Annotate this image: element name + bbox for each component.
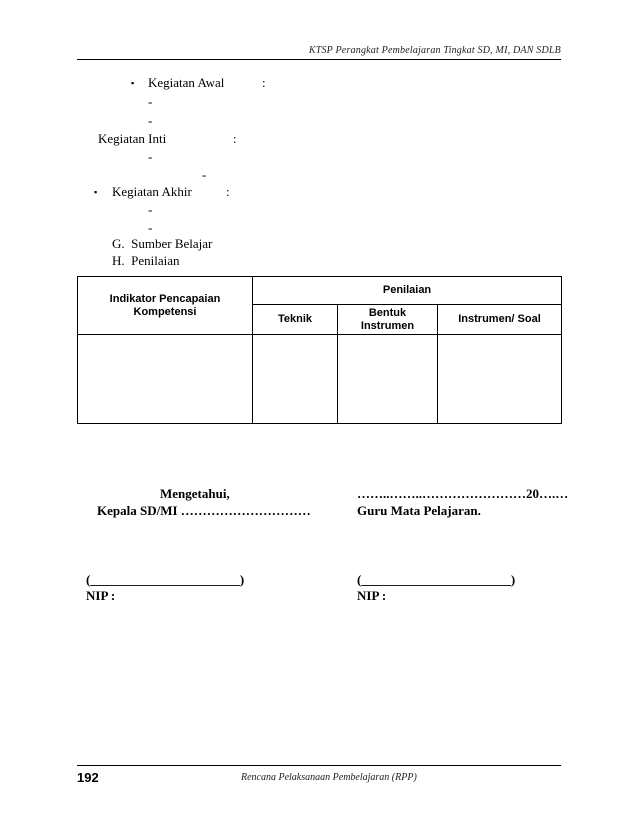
- kegiatan-inti-item: -: [202, 167, 207, 182]
- bentuk-instrumen-header: [338, 305, 438, 335]
- kepala-sekolah-label: Kepala SD/MI …………………………: [97, 503, 311, 518]
- kegiatan-akhir-colon: :: [226, 184, 230, 199]
- penilaian-group-header: Penilaian: [253, 277, 562, 305]
- bentuk-header-line: Instrumen: [360, 319, 415, 332]
- penilaian-table: [77, 276, 562, 424]
- indikator-header: [78, 277, 253, 335]
- kegiatan-awal-item: -: [148, 94, 153, 109]
- right-name-line: (_______________________): [357, 572, 516, 587]
- left-nip: NIP :: [86, 588, 116, 603]
- instrumen-soal-header: Instrumen/ Soal: [438, 305, 562, 335]
- section-penilaian: [112, 253, 180, 269]
- page-number: 192: [77, 770, 99, 785]
- section-label: Penilaian: [131, 253, 180, 268]
- section-letter: H.: [112, 253, 125, 268]
- footer-rule: [77, 765, 561, 766]
- bullet-icon: ▪: [131, 78, 135, 88]
- section-letter: G.: [112, 236, 125, 251]
- kegiatan-awal-label: Kegiatan Awal: [148, 75, 225, 90]
- kegiatan-awal-colon: :: [262, 75, 266, 90]
- header-rule: [77, 59, 561, 60]
- place-date-line: ……..……..……………………20….…: [357, 486, 569, 501]
- left-name-line: (_______________________): [86, 572, 245, 587]
- kegiatan-akhir-label: Kegiatan Akhir: [112, 184, 192, 199]
- kegiatan-inti-label: Kegiatan Inti: [98, 131, 167, 146]
- section-sumber-belajar: [112, 236, 212, 252]
- right-nip: NIP :: [357, 588, 387, 603]
- running-header: KTSP Perangkat Pembelajaran Tingkat SD, MI, DAN SDLB: [308, 45, 561, 56]
- mengetahui-label: Mengetahui,: [160, 486, 230, 501]
- kegiatan-inti-item: -: [148, 149, 153, 164]
- guru-mata-pelajaran-label: Guru Mata Pelajaran.: [357, 503, 481, 518]
- bullet-icon: ▪: [94, 187, 98, 197]
- kegiatan-akhir-item: -: [148, 202, 153, 217]
- indikator-header-line: Kompetensi: [133, 305, 197, 318]
- table-cell: [78, 335, 253, 424]
- kegiatan-akhir-item: -: [148, 220, 153, 235]
- section-label: Sumber Belajar: [131, 236, 213, 251]
- bentuk-header-line: Bentuk: [368, 306, 407, 319]
- indikator-header-line: Indikator Pencapaian: [109, 292, 221, 305]
- table-cell: [338, 335, 438, 424]
- kegiatan-inti-colon: :: [233, 131, 237, 146]
- kegiatan-awal-item: -: [148, 113, 153, 128]
- table-cell: [438, 335, 562, 424]
- table-cell: [253, 335, 338, 424]
- teknik-header: Teknik: [253, 305, 338, 335]
- footer-title: Rencana Pelaksanaan Pembelajaran (RPP): [241, 772, 417, 783]
